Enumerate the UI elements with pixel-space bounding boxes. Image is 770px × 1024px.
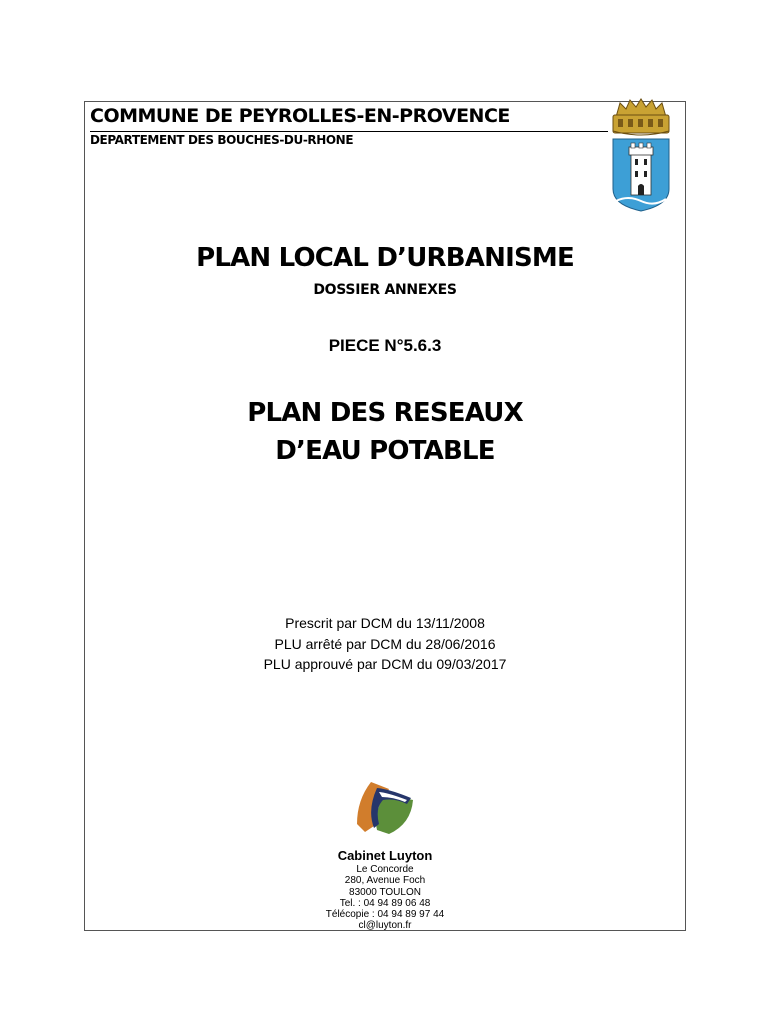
cabinet-address (84, 864, 686, 932)
email-address: cl@luyton.fr (358, 920, 412, 932)
document-title: PLAN LOCAL D’URBANISME (196, 243, 574, 273)
plan-title-line1: PLAN DES RESEAUX (247, 398, 523, 428)
mural-crown (613, 99, 669, 135)
shield (613, 139, 669, 211)
address-line2: 280, Avenue Foch (344, 875, 426, 887)
address-line3: 83000 TOULON (349, 886, 421, 898)
document-subtitle: DOSSIER ANNEXES (313, 282, 457, 298)
address-line1: Le Concorde (356, 864, 414, 875)
date-arrete: PLU arrêté par DCM du 28/06/2016 (274, 635, 496, 652)
header-rule (90, 131, 608, 132)
piece-number: PIECE N°5.6.3 (328, 336, 442, 355)
procedure-dates (84, 613, 686, 675)
date-prescrit: Prescrit par DCM du 13/11/2008 (285, 615, 485, 631)
cabinet-name: Cabinet Luyton (337, 848, 433, 863)
departement-name: DEPARTEMENT DES BOUCHES-DU-RHONE (90, 133, 354, 147)
fax-number: Télécopie : 04 94 89 97 44 (325, 909, 445, 921)
town-coat-of-arms-icon (606, 97, 676, 213)
date-approuve: PLU approuvé par DCM du 09/03/2017 (263, 656, 507, 672)
phone-number: Tel. : 04 94 89 06 48 (339, 897, 431, 909)
cabinet-luyton-logo-icon (355, 780, 415, 836)
commune-name: COMMUNE DE PEYROLLES-EN-PROVENCE (90, 105, 510, 127)
plan-title-line2: D’EAU POTABLE (275, 436, 495, 466)
plan-title (84, 394, 686, 470)
